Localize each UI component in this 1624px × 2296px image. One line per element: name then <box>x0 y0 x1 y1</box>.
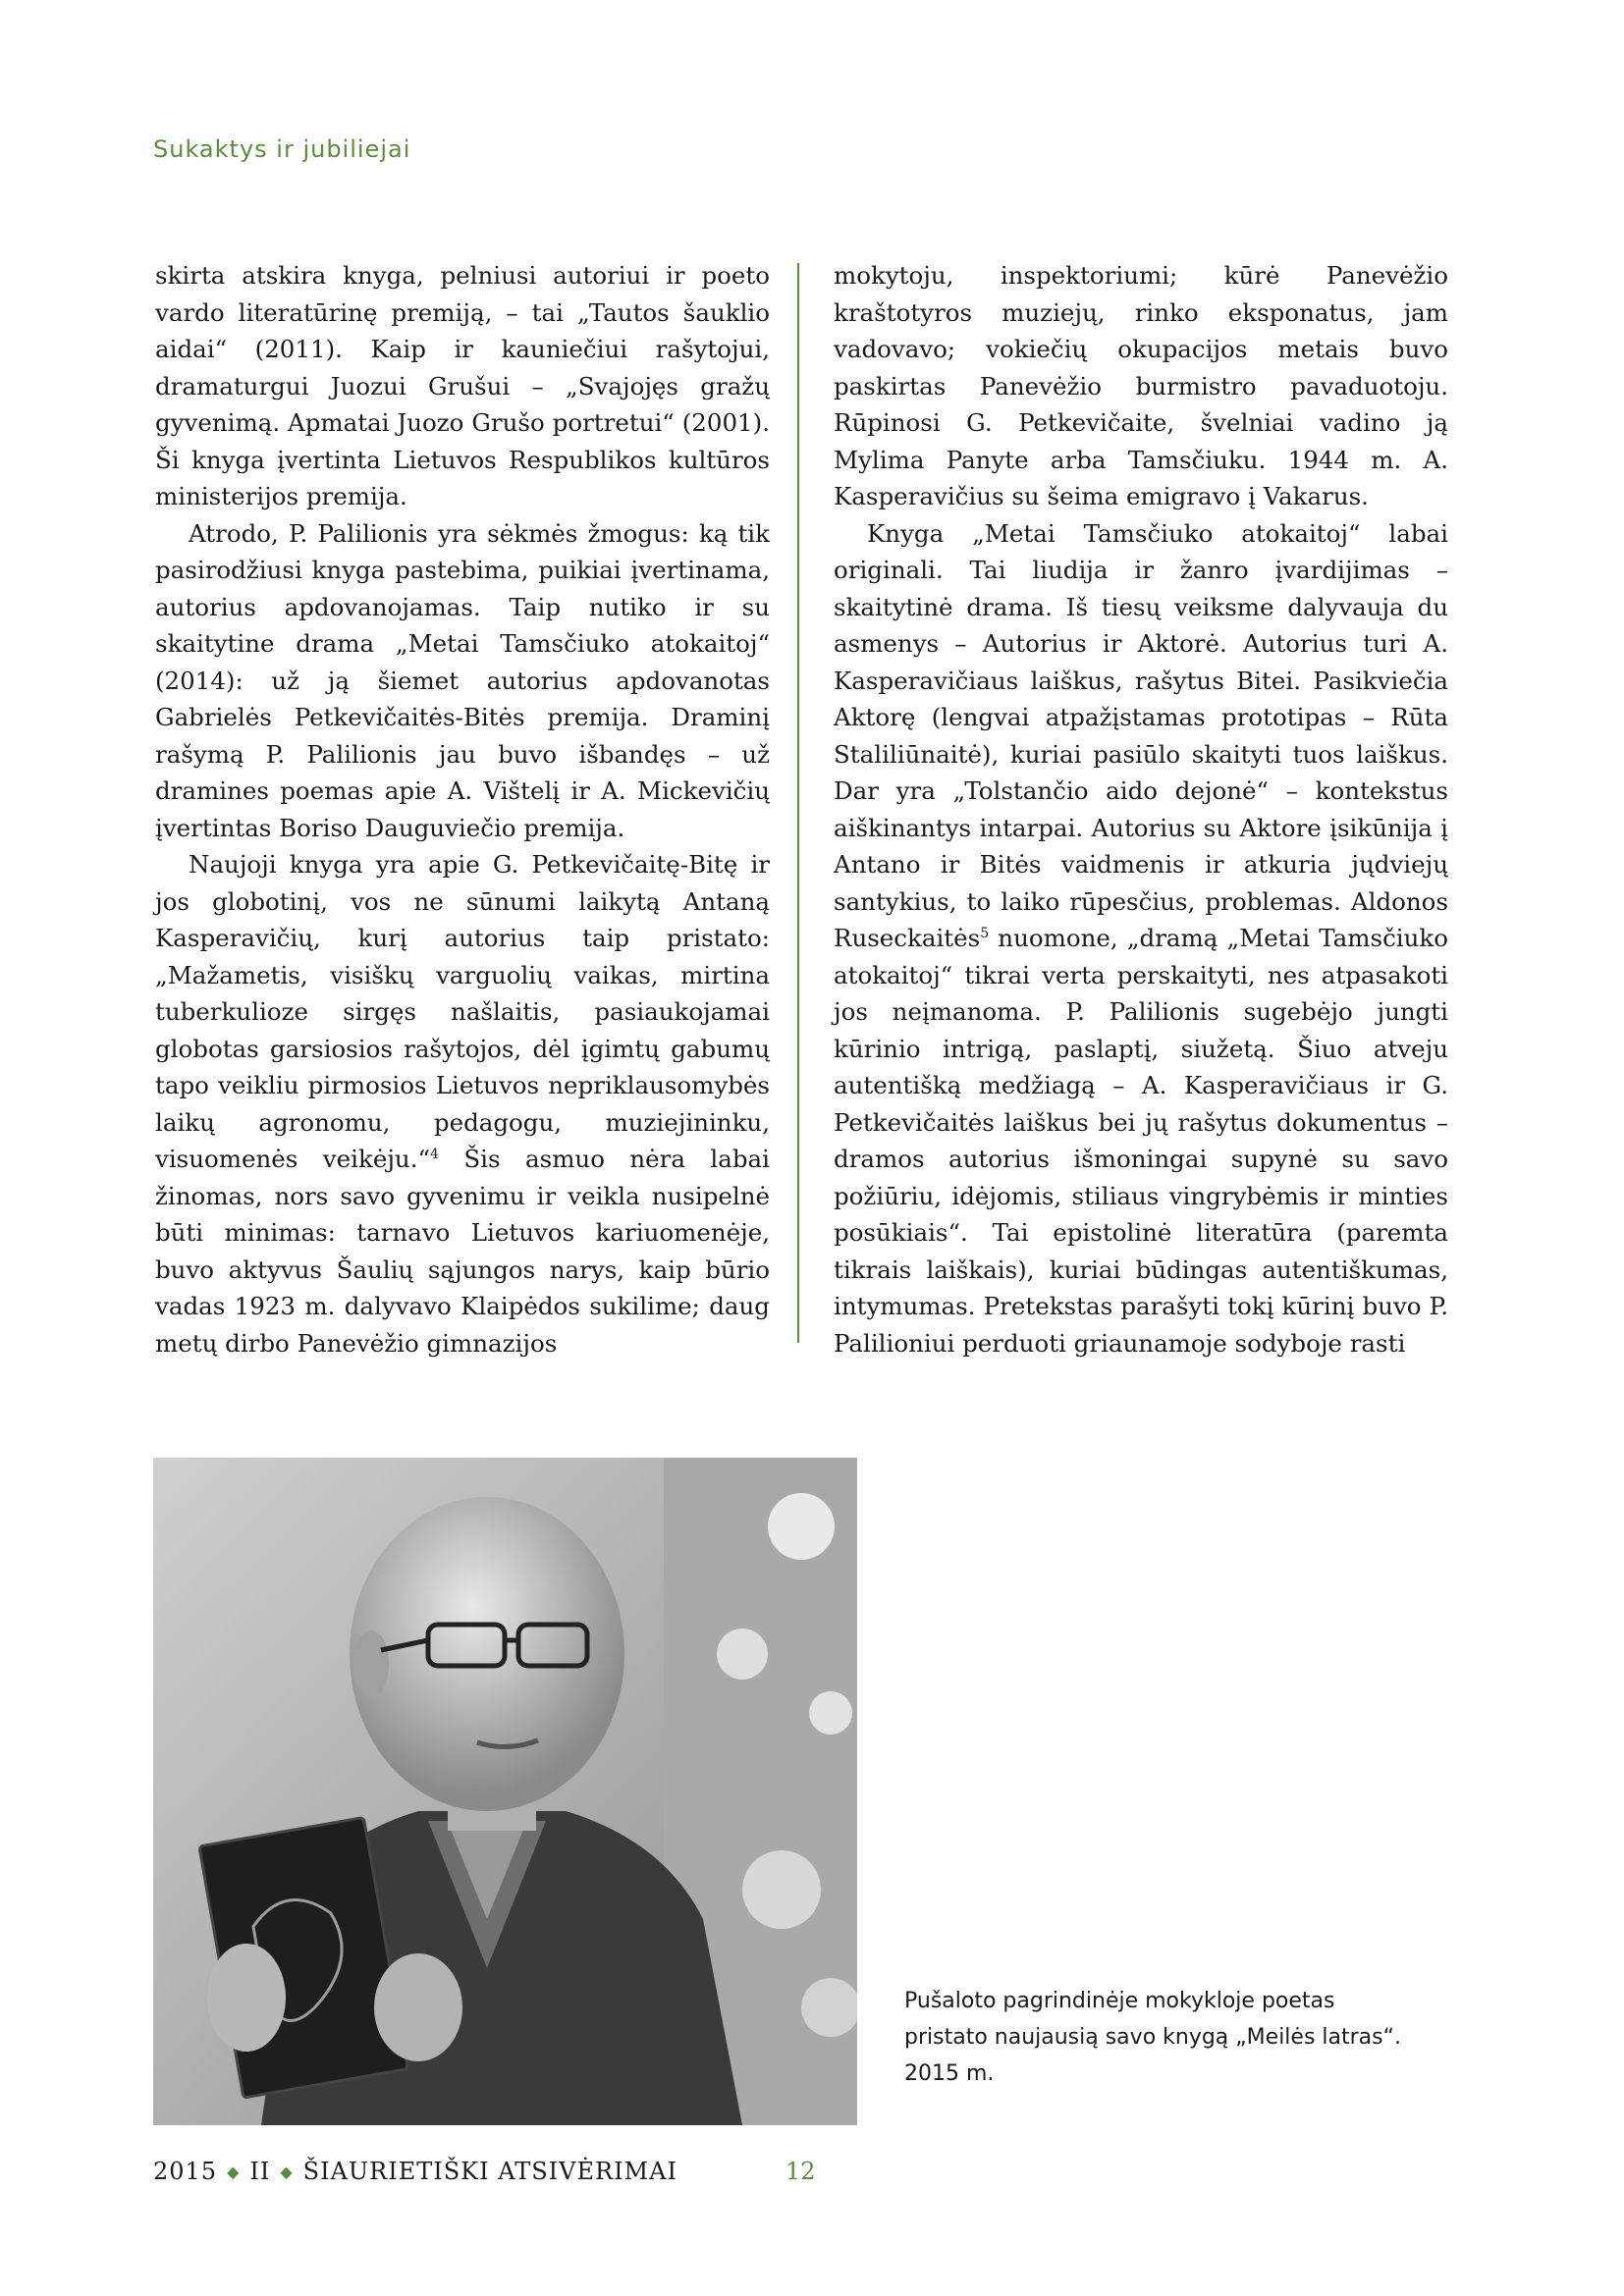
footnote-ref[interactable]: 5 <box>980 925 990 941</box>
paragraph-text: Šis asmuo nėra labai žinomas, nors savo gyvenimu ir veikla nusipelnė būti minimas: tarnavo Lietuvos kariuomenėje, buvo aktyvus Šaulių sąjungos narys, kaip būrio vadas 1923 m. dalyvavo Klaipėdos sukilime; daug metų dirbo Panevėžio gimnazijos <box>155 1145 770 1358</box>
paragraph-text: Knyga „Metai Tamsčiuko atokaitoj“ labai originali. Tai liudija ir žanro įvardijimas – skaitytinė drama. Iš tiesų veiksme dalyvauja du asmenys – Autorius ir Aktorė. Autorius turi A. Kasperavičiaus laiškus, rašytus Bitei. Pasikviečia Aktorę (lengvai atpažįstamas prototipas – Rūta Staliliūnaitė), kuriai pasiūlo skaityti tuos laiškus. Dar yra „Tolstančio aido dejonė“ – kontekstus aiškinantys intarpai. Autorius su Aktore įsikūnija į Antano ir Bitės vaidmenis ir atkuria jųdviejų santykius, to laiko rūpesčius, problemas. Aldonos Ruseckaitės <box>834 518 1448 952</box>
paragraph <box>834 515 1448 1362</box>
left-column <box>155 257 770 1362</box>
caption-line: 2015 m. <box>904 2061 995 2086</box>
paragraph: Atrodo, P. Palilionis yra sėkmės žmogus: ką tik pasirodžiusi knyga pastebima, puikiai įvertinama, autorius apdovanojamas. Taip nutiko ir su skaitytine drama „Metai Tamsčiuko atokaitoj“ (2014): už ją šiemet autorius apdovanotas Gabrielės Petkevičaitės-Bitės premija. Draminį rašymą P. Palilionis jau buvo išbandęs – už dramines poemas apie A. Vištelį ir A. Mickevičių įvertintas Boriso Dauguviečio premija. <box>155 518 770 842</box>
footer-issue: II <box>249 2158 271 2185</box>
author-photo <box>153 1458 857 2125</box>
caption-line: pristato naujausią savo knygą „Meilės latras“. <box>904 2025 1402 2050</box>
page-number: 12 <box>785 2158 816 2185</box>
right-column <box>834 257 1448 1362</box>
paragraph-text: nuomone, „dramą „Metai Tamsčiuko atokaitoj“ tikrai verta perskaityti, nes atpasakoti jos neįmanoma. P. Palilionis sugebėjo jungti kūrinio intrigą, paslaptį, siužetą. Šiuo atveju autentišką medžiagą – A. Kasperavičiaus ir G. Petkevičaitės laiškus bei jų rašytus dokumentus – dramos autorius išmoningai supynė su savo požiūriu, idėjomis, stiliaus vingrybėmis ir minties posūkiais“. Tai epistolinė literatūra (paremta tikrais laiškais), kuriai būdingas autentiškumas, intymumas. Pretekstas parašyti tokį kūrinį buvo P. Palilioniui perduoti griaunamoje sodyboje rasti <box>834 924 1448 1358</box>
running-head: Sukaktys ir jubiliejai <box>153 135 411 163</box>
paragraph-text: Naujoji knyga yra apie G. Petkevičaitę-Bitę ir jos globotinį, vos ne sūnumi laikytą Antaną Kasperavičių, kurį autorius taip pristato: „Mažametis, visiškų varguolių vaikas, mirtina tuberkulioze sirgęs našlaitis, pasiaukojamai globotas garsiosios rašytojos, dėl įgimtų gabumų tapo veikliu pirmosios Lietuvos nepriklausomybės laikų agronomu, pedagogu, muziejininku, visuomenės veikėju.“ <box>155 850 770 1173</box>
footnote-ref[interactable]: 4 <box>430 1146 439 1162</box>
paragraph: mokytoju, inspektoriumi; kūrė Panevėžio kraštotyros muziejų, rinko eksponatus, jam vadovavo; vokiečių okupacijos metais buvo paskirtas Panevėžio burmistro pavaduotoju. Rūpinosi G. Petkevičaite, švelniai vadino ją Mylima Panyte arba Tamsčiuku. 1944 m. A. Kasperavičius su šeima emigravo į Vakarus. <box>834 261 1448 510</box>
footer-year: 2015 <box>153 2158 218 2185</box>
paragraph <box>155 846 770 1362</box>
photo-caption <box>904 1983 1474 2092</box>
paragraph: skirta atskira knyga, pelniusi autoriui ir poeto vardo literatūrinę premiją, – tai „Tautos šauklio aidai“ (2011). Kaip ir kauniečiui rašytojui, dramaturgui Juozui Grušui – „Svajojęs gražų gyvenimą. Apmatai Juozo Grušo portretui“ (2001). Ši knyga įvertinta Lietuvos Respublikos kultūros ministerijos premija. <box>155 261 770 510</box>
page-footer <box>153 2158 677 2185</box>
diamond-icon: ◆ <box>280 2162 294 2181</box>
caption-line: Pušaloto pagrindinėje mokykloje poetas <box>904 1989 1335 2013</box>
diamond-icon: ◆ <box>227 2162 241 2181</box>
footer-journal: ŠIAURIETIŠKI ATSIVĖRIMAI <box>302 2158 677 2185</box>
column-divider <box>797 263 799 1343</box>
